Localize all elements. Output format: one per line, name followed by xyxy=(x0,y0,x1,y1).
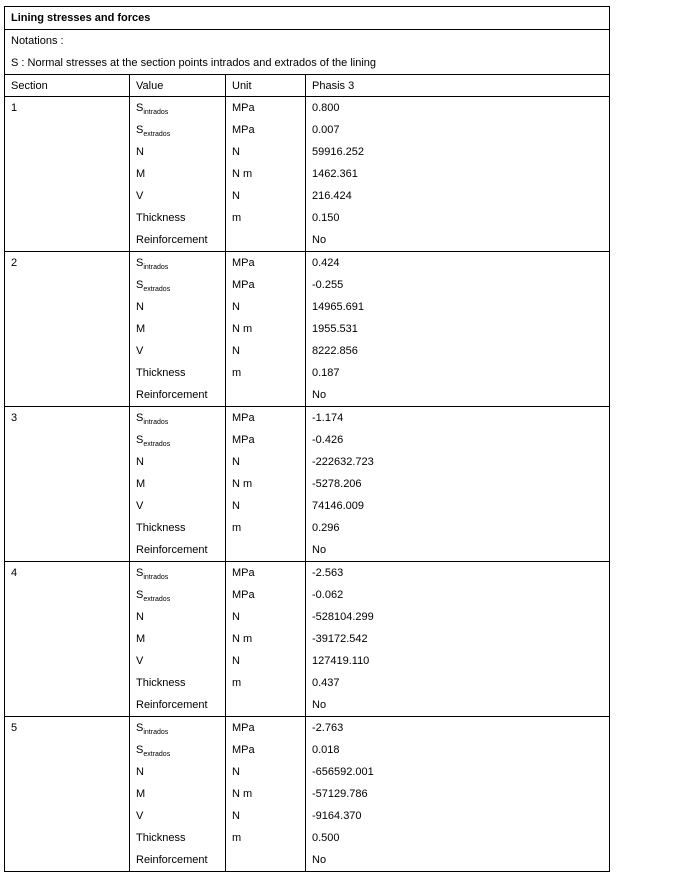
phasis-3-value: -2.563 xyxy=(312,567,344,579)
value-symbol: S xyxy=(136,567,144,579)
section-number: 3 xyxy=(5,407,130,562)
units-cell xyxy=(226,252,306,407)
unit-text: MPa xyxy=(232,124,255,136)
value-name xyxy=(136,207,225,229)
phasis-3-value: 216.424 xyxy=(312,190,352,202)
value-symbol: V xyxy=(136,500,144,512)
value-names-cell xyxy=(130,717,226,872)
unit-text xyxy=(232,229,305,251)
phasis-3-value: 0.500 xyxy=(312,832,340,844)
value-name xyxy=(136,495,225,517)
section-row xyxy=(5,407,610,562)
value-symbol: V xyxy=(136,655,144,667)
phasis-3-value: -9164.370 xyxy=(312,810,362,822)
unit-text xyxy=(232,384,305,406)
phasis-3-value: -39172.542 xyxy=(312,633,368,645)
unit-text: N m xyxy=(232,478,253,490)
value-name xyxy=(136,628,225,650)
header-value: Value xyxy=(130,75,226,97)
unit-text: m xyxy=(232,522,242,534)
value-symbol: V xyxy=(136,345,144,357)
value-name xyxy=(136,539,225,561)
value-name xyxy=(136,606,225,628)
value-name xyxy=(136,384,225,406)
section-row xyxy=(5,97,610,252)
value-name xyxy=(136,229,225,251)
value-subscript: intrados xyxy=(143,109,169,116)
header-phasis-3: Phasis 3 xyxy=(306,75,610,97)
value-symbol: M xyxy=(136,478,146,490)
value-subscript: extrados xyxy=(143,286,171,293)
phasis-3-value: -528104.299 xyxy=(312,611,374,623)
value-name xyxy=(136,274,225,296)
phasis-3-value: 0.150 xyxy=(312,212,340,224)
value-symbol: S xyxy=(136,744,144,756)
phasis-3-value: 0.424 xyxy=(312,257,340,269)
value-name xyxy=(136,672,225,694)
unit-text: N m xyxy=(232,633,253,645)
value-symbol: V xyxy=(136,810,144,822)
unit-text: N xyxy=(232,146,240,158)
unit-text: MPa xyxy=(232,434,255,446)
value-symbol: M xyxy=(136,633,146,645)
section-row xyxy=(5,717,610,872)
section-row xyxy=(5,562,610,717)
value-name xyxy=(136,407,225,429)
value-symbol: Thickness xyxy=(136,522,186,534)
unit-text: N xyxy=(232,345,240,357)
value-name xyxy=(136,783,225,805)
value-name xyxy=(136,340,225,362)
value-name xyxy=(136,119,225,141)
header-unit: Unit xyxy=(226,75,306,97)
value-symbol: S xyxy=(136,589,144,601)
value-symbol: Reinforcement xyxy=(136,389,208,401)
value-name xyxy=(136,473,225,495)
value-symbol: S xyxy=(136,434,144,446)
value-symbol: V xyxy=(136,190,144,202)
unit-text xyxy=(232,849,305,871)
unit-text: MPa xyxy=(232,102,255,114)
phasis-3-value: -0.062 xyxy=(312,589,344,601)
value-name xyxy=(136,827,225,849)
unit-text: m xyxy=(232,677,242,689)
unit-text: MPa xyxy=(232,279,255,291)
unit-text: N xyxy=(232,190,240,202)
unit-text: N xyxy=(232,766,240,778)
unit-text: MPa xyxy=(232,257,255,269)
unit-text: N m xyxy=(232,323,253,335)
phasis-3-value: 127419.110 xyxy=(312,655,370,667)
value-symbol: S xyxy=(136,412,144,424)
value-symbol: S xyxy=(136,279,144,291)
notations-label: Notations : xyxy=(11,35,64,47)
phasis-3-value: 59916.252 xyxy=(312,146,364,158)
phasis-3-value: 74146.009 xyxy=(312,500,364,512)
value-symbol: S xyxy=(136,722,144,734)
unit-text: N xyxy=(232,810,240,822)
units-cell xyxy=(226,407,306,562)
value-subscript: intrados xyxy=(143,729,169,736)
value-name xyxy=(136,562,225,584)
value-symbol: M xyxy=(136,788,146,800)
value-symbol: N xyxy=(136,611,144,623)
phasis-3-value: -222632.723 xyxy=(312,456,374,468)
value-symbol: S xyxy=(136,124,144,136)
phasis-3-value: 8222.856 xyxy=(312,345,358,357)
value-subscript: intrados xyxy=(143,574,169,581)
phasis-3-value: -5278.206 xyxy=(312,478,362,490)
value-names-cell xyxy=(130,407,226,562)
phasis-3-values-cell xyxy=(306,562,610,717)
section-number: 4 xyxy=(5,562,130,717)
value-name xyxy=(136,429,225,451)
unit-text: N m xyxy=(232,788,253,800)
value-symbol: N xyxy=(136,456,144,468)
notations-block xyxy=(5,30,610,75)
units-cell xyxy=(226,717,306,872)
value-names-cell xyxy=(130,252,226,407)
unit-text: N xyxy=(232,500,240,512)
unit-text: N xyxy=(232,611,240,623)
phasis-3-value: No xyxy=(312,234,327,246)
unit-text: m xyxy=(232,212,242,224)
value-name xyxy=(136,694,225,716)
header-row xyxy=(5,75,610,97)
value-symbol: S xyxy=(136,257,144,269)
unit-text xyxy=(232,539,305,561)
phasis-3-value: -2.763 xyxy=(312,722,344,734)
value-name xyxy=(136,318,225,340)
phasis-3-values-cell xyxy=(306,97,610,252)
unit-text: N xyxy=(232,655,240,667)
value-name xyxy=(136,141,225,163)
unit-text: N xyxy=(232,456,240,468)
value-name xyxy=(136,650,225,672)
phasis-3-value: No xyxy=(312,389,327,401)
unit-text: MPa xyxy=(232,567,255,579)
phasis-3-value: -656592.001 xyxy=(312,766,374,778)
unit-text: MPa xyxy=(232,589,255,601)
value-symbol: Thickness xyxy=(136,832,186,844)
value-name xyxy=(136,584,225,606)
table-title: Lining stresses and forces xyxy=(5,7,610,30)
unit-text: N m xyxy=(232,168,253,180)
unit-text: MPa xyxy=(232,744,255,756)
value-symbol: Reinforcement xyxy=(136,544,208,556)
value-symbol: Reinforcement xyxy=(136,699,208,711)
phasis-3-values-cell xyxy=(306,252,610,407)
value-subscript: extrados xyxy=(143,131,171,138)
value-names-cell xyxy=(130,97,226,252)
notation-s-description: S : Normal stresses at the section points intrados and extrados of the lining xyxy=(11,57,377,69)
phasis-3-value: -57129.786 xyxy=(312,788,368,800)
phasis-3-value: No xyxy=(312,854,327,866)
value-subscript: intrados xyxy=(143,419,169,426)
phasis-3-value: 0.187 xyxy=(312,367,340,379)
value-symbol: Thickness xyxy=(136,212,186,224)
value-symbol: Thickness xyxy=(136,677,186,689)
value-subscript: extrados xyxy=(143,441,171,448)
unit-text: MPa xyxy=(232,722,255,734)
value-symbol: N xyxy=(136,301,144,313)
unit-text xyxy=(232,694,305,716)
value-name xyxy=(136,163,225,185)
section-row xyxy=(5,252,610,407)
phasis-3-value: -1.174 xyxy=(312,412,344,424)
phasis-3-value: 0.437 xyxy=(312,677,340,689)
units-cell xyxy=(226,97,306,252)
lining-stresses-table xyxy=(4,6,610,872)
phasis-3-value: 1462.361 xyxy=(312,168,358,180)
value-name xyxy=(136,761,225,783)
value-symbol: N xyxy=(136,766,144,778)
phasis-3-values-cell xyxy=(306,717,610,872)
value-symbol: S xyxy=(136,102,144,114)
unit-text: m xyxy=(232,367,242,379)
value-name xyxy=(136,362,225,384)
value-name xyxy=(136,517,225,539)
phasis-3-value: -0.255 xyxy=(312,279,344,291)
section-number: 1 xyxy=(5,97,130,252)
value-symbol: Reinforcement xyxy=(136,854,208,866)
header-section: Section xyxy=(5,75,130,97)
phasis-3-value: 1955.531 xyxy=(312,323,358,335)
phasis-3-values-cell xyxy=(306,407,610,562)
phasis-3-value: No xyxy=(312,544,327,556)
value-symbol: M xyxy=(136,323,146,335)
value-symbol: N xyxy=(136,146,144,158)
value-name xyxy=(136,805,225,827)
phasis-3-value: No xyxy=(312,699,327,711)
value-symbol: Reinforcement xyxy=(136,234,208,246)
units-cell xyxy=(226,562,306,717)
value-symbol: M xyxy=(136,168,146,180)
value-name xyxy=(136,185,225,207)
unit-text: MPa xyxy=(232,412,255,424)
value-name xyxy=(136,252,225,274)
phasis-3-value: 14965.691 xyxy=(312,301,364,313)
value-name xyxy=(136,739,225,761)
phasis-3-value: -0.426 xyxy=(312,434,344,446)
section-number: 5 xyxy=(5,717,130,872)
phasis-3-value: 0.007 xyxy=(312,124,340,136)
value-subscript: intrados xyxy=(143,264,169,271)
phasis-3-value: 0.296 xyxy=(312,522,340,534)
phasis-3-value: 0.018 xyxy=(312,744,340,756)
phasis-3-value: 0.800 xyxy=(312,102,340,114)
value-name xyxy=(136,97,225,119)
unit-text: m xyxy=(232,832,242,844)
value-symbol: Thickness xyxy=(136,367,186,379)
value-name xyxy=(136,849,225,871)
value-name xyxy=(136,451,225,473)
unit-text: N xyxy=(232,301,240,313)
value-names-cell xyxy=(130,562,226,717)
value-name xyxy=(136,296,225,318)
value-name xyxy=(136,717,225,739)
value-subscript: extrados xyxy=(143,596,171,603)
section-number: 2 xyxy=(5,252,130,407)
value-subscript: extrados xyxy=(143,751,171,758)
